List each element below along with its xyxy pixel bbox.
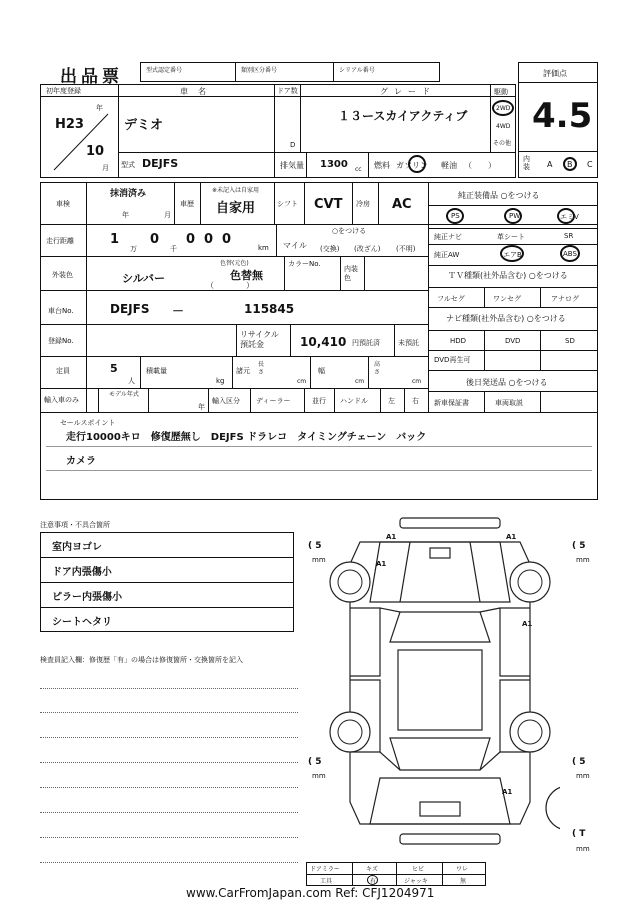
- model-year-label: モデル年式: [109, 391, 139, 398]
- meter-unknown-text: 不明: [398, 245, 413, 253]
- sen-unit: 千: [170, 245, 177, 253]
- navi-title: ナビ種類(社外品含む) ○をつける: [446, 314, 566, 323]
- fuel-diesel: 軽油: [441, 161, 457, 170]
- mileage-digit: 0: [222, 232, 232, 247]
- mileage-digit: 0: [150, 232, 160, 247]
- height-label: 高さ: [374, 361, 381, 376]
- equip-abs: ABS: [563, 250, 577, 258]
- note-item: シートヘタリ: [52, 617, 112, 628]
- meter-swap-text: 交換: [322, 245, 337, 253]
- handle-label: ハンドル: [340, 397, 368, 405]
- recycle-paid: 円預託済: [352, 339, 380, 347]
- load-label: 積載量: [146, 367, 167, 375]
- mileage-digit: 1: [110, 232, 120, 247]
- chassis-label: 車台No.: [48, 307, 74, 315]
- import-dealer: ディーラー: [256, 397, 291, 405]
- legend-mirror: ドアミラー: [310, 866, 340, 873]
- damage-mark: A1: [522, 620, 533, 628]
- fuel-gas-circle: [408, 155, 426, 173]
- header-id-row: [140, 62, 440, 82]
- capacity-label: 定員: [56, 367, 70, 375]
- first-reg-label: 初年度登録: [46, 87, 81, 95]
- legend-tools-yes: 有: [370, 878, 377, 885]
- usage-label: 車歴: [180, 200, 194, 208]
- displacement-value: 1300: [320, 159, 348, 170]
- note-item: ピラー内張傷小: [52, 592, 122, 603]
- interior-c: C: [587, 160, 593, 169]
- car-damage-diagram: [320, 512, 560, 858]
- interior-label: 内装: [523, 155, 530, 171]
- month-unit: 月: [102, 164, 109, 172]
- tv-oneseg: ワンセグ: [493, 295, 521, 303]
- handle-left: 左: [388, 397, 395, 405]
- door-label: ドア数: [277, 87, 298, 95]
- fuel-paren: （ ）: [464, 161, 496, 170]
- legend-jack-no: 無: [460, 878, 467, 885]
- tire-front-right-value: 5: [579, 541, 586, 551]
- tire-front-left: ( 5: [308, 541, 322, 551]
- legend-crack: ヒビ: [412, 866, 425, 873]
- interior-b: B: [567, 160, 573, 169]
- meter-unknown: (不明): [396, 245, 416, 253]
- spare-tire: ( T: [572, 829, 586, 839]
- reg-no-label: 登録No.: [48, 337, 74, 345]
- equip-airbag-circle: [500, 245, 524, 262]
- handle-right: 右: [412, 397, 419, 405]
- color-change-label: 色替(元色): [220, 260, 249, 267]
- drive-4wd: 4WD: [496, 123, 511, 130]
- car-name: デミオ: [124, 118, 164, 133]
- tire-front-right: ( 5: [572, 541, 586, 551]
- chassis-dash: －: [172, 304, 185, 318]
- fuel-label: 燃料: [374, 161, 390, 170]
- footer-watermark: www.CarFromJapan.com Ref: CFJ1204971: [186, 886, 435, 900]
- cc-unit: cc: [355, 166, 362, 173]
- capacity-unit: 人: [128, 377, 135, 385]
- damage-mark: A1: [506, 533, 517, 541]
- import-parallel: 並行: [312, 397, 326, 405]
- sales-points-line2: カメラ: [66, 456, 96, 467]
- tire-unit: mm: [312, 556, 326, 564]
- shift-value: CVT: [314, 197, 343, 212]
- navi-dvd: DVD: [505, 337, 521, 345]
- tire-front-left-value: 5: [315, 541, 322, 551]
- kg-unit: kg: [216, 377, 225, 385]
- later-manual: 車両取説: [495, 399, 523, 407]
- circle-prompt: ○をつける: [332, 227, 367, 235]
- tire-unit: mm: [576, 556, 590, 564]
- score-header: 評価点: [543, 69, 567, 78]
- equip-sr: SR: [564, 232, 574, 240]
- equip-keyless-circle: [557, 208, 575, 224]
- type-cert-label: 型式認定番号: [146, 67, 183, 74]
- tire-unit: mm: [576, 845, 590, 853]
- width-label: 幅: [318, 367, 325, 375]
- length-label: 長さ: [258, 361, 265, 376]
- equip-pw: PW: [509, 212, 521, 220]
- legend-tools: 工具: [320, 878, 333, 885]
- equip-abs-circle: [560, 245, 580, 262]
- recycle-unpaid: 未預託: [398, 339, 419, 347]
- km-unit: km: [258, 244, 269, 252]
- import-type-label: 輸入区分: [212, 397, 240, 405]
- note-item: ドア内張傷小: [52, 567, 112, 578]
- mile-label: マイル: [283, 241, 307, 250]
- mileage-digit: 0: [186, 232, 196, 247]
- drive-2wd-circle: [492, 100, 514, 116]
- note-item: 室内ヨゴレ: [52, 542, 102, 553]
- equip-ps: PS: [451, 212, 460, 220]
- equip-airbag: エアB: [503, 251, 522, 259]
- grade-label: グレード: [380, 87, 436, 96]
- inspector-label: 検査員記入欄：修復歴「有」の場合は修復箇所・交換箇所を記入: [40, 656, 243, 664]
- tv-fullseg: フルセグ: [437, 295, 465, 303]
- sales-points-label: セールスポイント: [60, 419, 116, 427]
- equipment-title: 純正装備品 ○をつける: [458, 191, 540, 200]
- drive-other: その他: [493, 140, 512, 147]
- legend-tools-circle: [367, 875, 378, 885]
- ac-label: 冷房: [356, 200, 370, 208]
- notes-label: 注意事項・不具合箇所: [40, 521, 110, 529]
- interior-b-circle: [563, 157, 577, 171]
- first-reg-year: H23: [55, 117, 84, 132]
- first-reg-month: 10: [86, 144, 105, 159]
- color-change-value: 色替無: [230, 269, 263, 282]
- tire-rear-left-value: 5: [315, 757, 322, 767]
- man-unit: 万: [130, 245, 137, 253]
- shaken-month: 月: [164, 211, 171, 219]
- tire-rear-left: ( 5: [308, 757, 322, 767]
- equip-ps-circle: [446, 208, 464, 224]
- dvd-playback: DVD再生可: [434, 356, 471, 364]
- height-cm-unit: cm: [412, 378, 422, 385]
- later-title: 後日発送品 ○をつける: [466, 378, 548, 387]
- color-no-label: カラーNo.: [288, 260, 321, 268]
- usage-note: ※未記入は自家用: [212, 187, 260, 194]
- car-name-label: 車名: [180, 87, 216, 96]
- mileage-digits: [100, 230, 270, 254]
- year-unit: 年: [96, 104, 103, 112]
- model-label: 型式: [121, 161, 135, 169]
- width-cm-unit: cm: [355, 378, 365, 385]
- drive-2wd: 2WD: [496, 105, 511, 112]
- drive-label: 駆動: [494, 88, 508, 96]
- dims-label: 諸元: [236, 367, 250, 375]
- shaken-label: 車検: [56, 200, 70, 208]
- meter-tamper-text: 改ざん: [356, 245, 378, 253]
- shaken-value: 抹消済み: [110, 189, 147, 199]
- navi-sd: SD: [565, 337, 575, 345]
- score-value: 4.5: [532, 96, 593, 136]
- recycle-label: リサイクル預託金: [240, 330, 279, 349]
- model-value: DEJFS: [142, 157, 179, 170]
- form-title: 出品票: [60, 67, 123, 87]
- tv-analog: アナログ: [551, 295, 579, 303]
- legend-break: ワレ: [456, 866, 469, 873]
- spare-tire-value: T: [579, 829, 586, 839]
- later-warranty: 新車保証書: [434, 399, 469, 407]
- serial-label: シリアル番号: [339, 67, 375, 74]
- category-label: 類別区分番号: [241, 67, 278, 74]
- chassis-prefix: DEJFS: [110, 302, 150, 316]
- model-year-suffix: 年: [198, 403, 205, 411]
- color-label: 外装色: [52, 271, 73, 279]
- length-cm-unit: cm: [297, 378, 307, 385]
- damage-mark: A1: [502, 788, 513, 796]
- mileage-digit: 0: [204, 232, 214, 247]
- interior-a: A: [547, 160, 553, 169]
- tire-rear-right: ( 5: [572, 757, 586, 767]
- equip-leather: 革シート: [497, 233, 525, 241]
- meter-swap: (交換): [320, 245, 340, 253]
- door-d: D: [290, 141, 296, 149]
- chassis-number: 115845: [244, 302, 295, 316]
- navi-hdd: HDD: [450, 337, 467, 345]
- shift-label: シフト: [277, 200, 298, 208]
- color-value: シルバー: [122, 272, 165, 285]
- equip-aw: 純正AW: [434, 251, 460, 259]
- grade-value: １３ースカイアクティブ: [338, 109, 468, 123]
- legend-jack: ジャッキ: [404, 878, 428, 885]
- tire-unit: mm: [312, 772, 326, 780]
- damage-mark: A1: [386, 533, 397, 541]
- damage-mark: A1: [376, 560, 387, 568]
- interior-color-label: 内装色: [344, 265, 358, 282]
- shaken-year: 年: [122, 211, 129, 219]
- capacity-value: 5: [110, 362, 118, 375]
- meter-tamper: (改ざん): [354, 245, 381, 253]
- recycle-value: 10,410: [300, 335, 347, 349]
- mileage-label: 走行距離: [46, 237, 74, 245]
- ac-value: AC: [392, 197, 412, 212]
- fuel-gas: ガソリン: [396, 161, 428, 170]
- color-paren: （ ）: [206, 281, 254, 290]
- sales-points-line1: 走行10000キロ 修復歴無し DEJFS ドラレコ タイミングチェーン バック: [66, 432, 427, 443]
- tire-rear-right-value: 5: [579, 757, 586, 767]
- equip-keyless: エミV: [560, 213, 579, 221]
- displacement-label: 排気量: [280, 161, 304, 170]
- tv-title: ＴＶ種類(社外品含む) ○をつける: [448, 271, 568, 280]
- equip-navi: 純正ナビ: [434, 233, 462, 241]
- legend-scratch: キズ: [366, 866, 378, 873]
- usage-value: 自家用: [216, 201, 256, 216]
- tire-unit: mm: [576, 772, 590, 780]
- equip-pw-circle: [504, 208, 522, 224]
- import-label: 輸入車のみ: [44, 396, 79, 404]
